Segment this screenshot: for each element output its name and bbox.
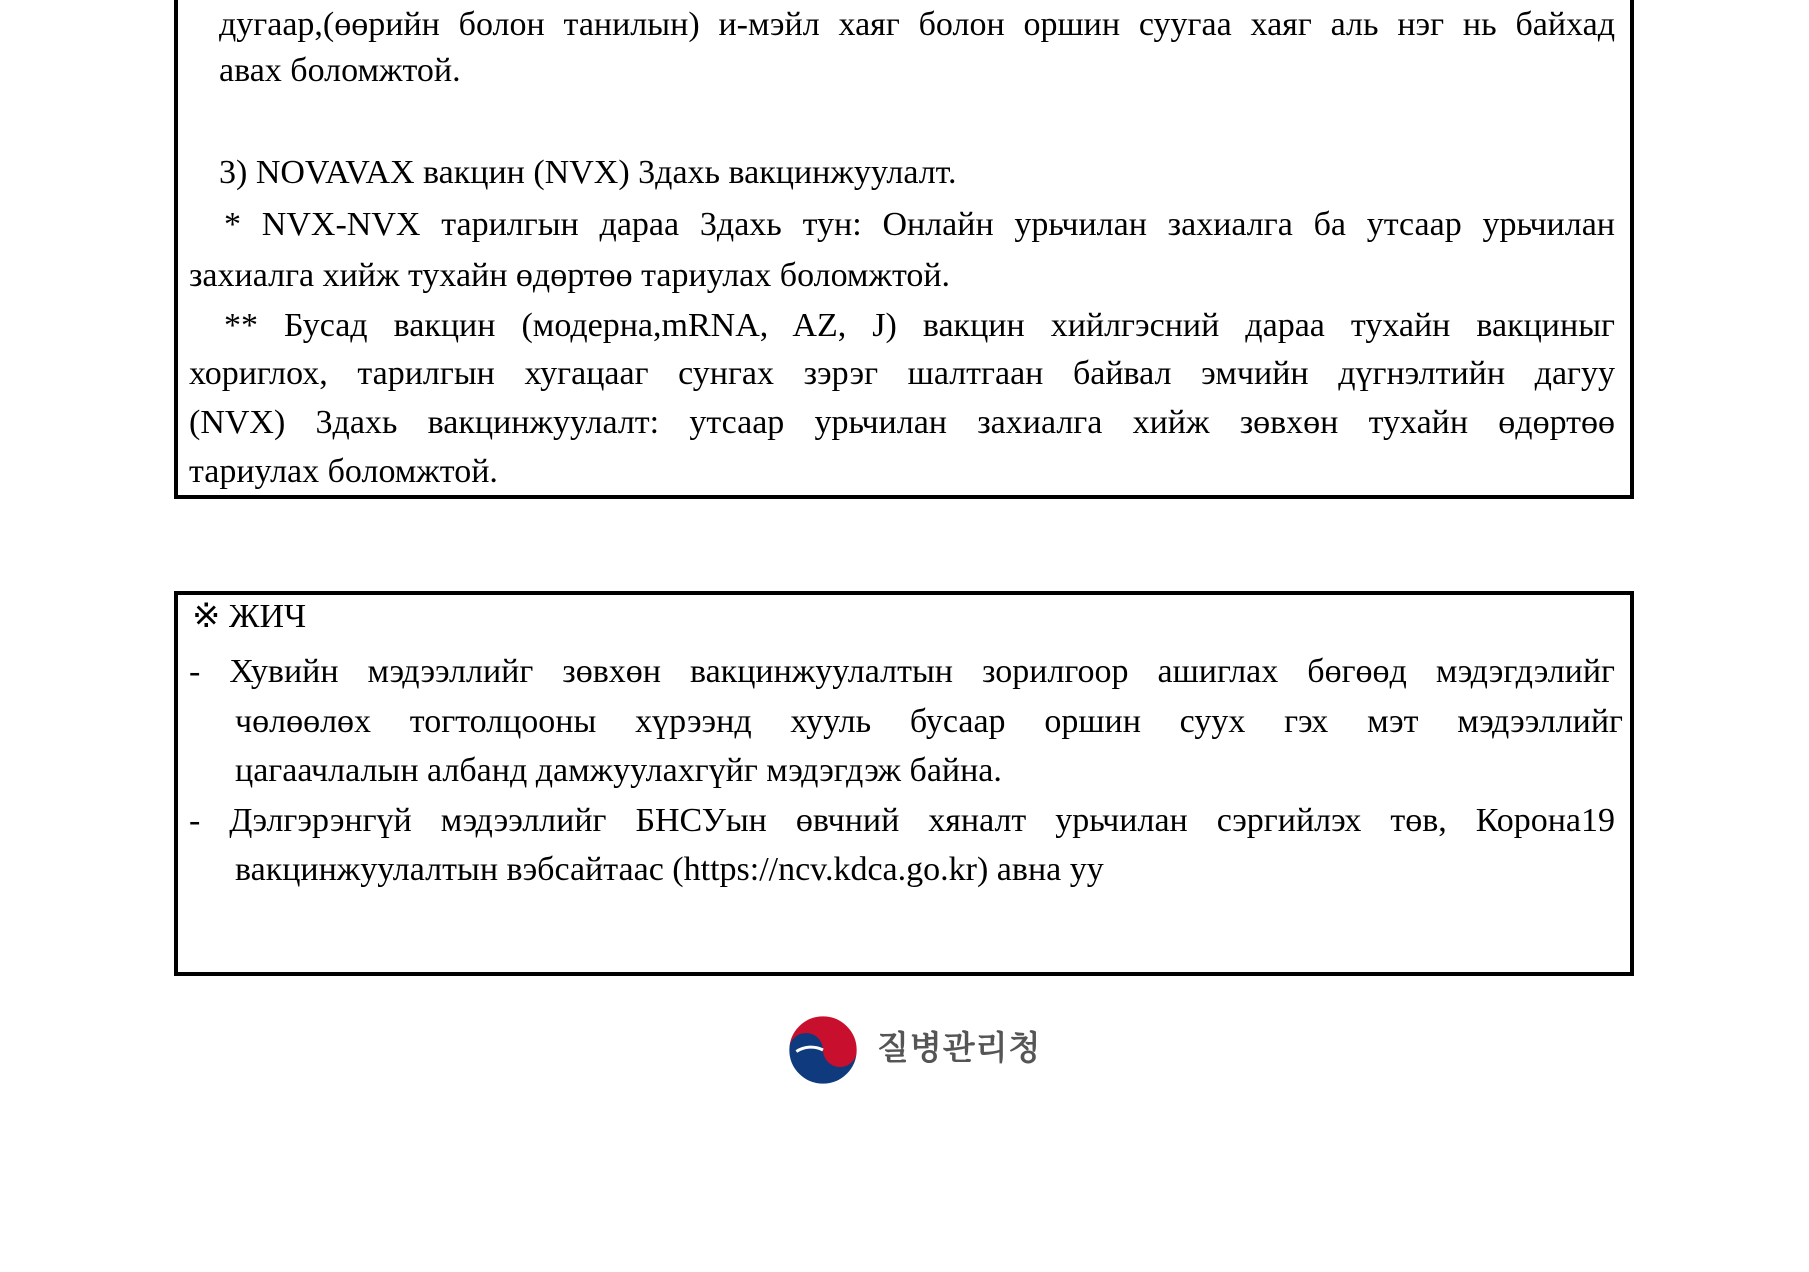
other-vaccine-note-line-1: ** Бусад вакцин (модерна,mRNA, AZ, J) вакцин хийлгэсний дараа тухайн вакциныг [224, 307, 1615, 344]
box1-line-1: дугаар,(өөрийн болон танилын) и-мэйл хаяг болон оршин суугаа хаяг аль нэг нь байхад [219, 6, 1615, 43]
korea-government-emblem-icon [786, 1013, 860, 1087]
novavax-heading: 3) NOVAVAX вакцин (NVX) 3дахь вакцинжуулалт. [219, 154, 957, 191]
nvx-note-line-2: захиалга хийж тухайн өдөртөө тариулах боломжтой. [189, 257, 951, 294]
agency-name-logo-text: 질병관리청 [877, 1028, 1042, 1067]
note-bullet-1-line-1: - Хувийн мэдээллийг зөвхөн вакцинжуулалтын зорилгоор ашиглах бөгөөд мэдэгдэлийг [189, 653, 1615, 690]
note-bullet-1-line-2: чөлөөлөх тогтолцооны хүрээнд хууль бусаар оршин суух гэх мэт мэдээллийг [235, 703, 1623, 740]
other-vaccine-note-line-3: (NVX) 3дахь вакцинжуулалт: утсаар урьчилан захиалга хийж зөвхөн тухайн өдөртөө [189, 404, 1615, 441]
note-heading: ※ ЖИЧ [192, 598, 307, 635]
nvx-note-line-1: * NVX-NVX тарилгын дараа 3дахь тун: Онлайн урьчилан захиалга ба утсаар урьчилан [224, 206, 1615, 243]
note-bullet-2-line-2: вакцинжуулалтын вэбсайтаас (https://ncv.kdca.go.kr) авна уу [235, 851, 1104, 888]
other-vaccine-note-line-2: хориглох, тарилгын хугацааг сунгах зэрэг шалтгаан байвал эмчийн дүгнэлтийн дагуу [189, 355, 1615, 392]
note-bullet-2-line-1: - Дэлгэрэнгүй мэдээллийг БНСУын өвчний хяналт урьчилан сэргийлэх төв, Корона19 [189, 802, 1615, 839]
note-bullet-1-line-3: цагаачлалын албанд дамжуулахгүйг мэдэгдэж байна. [235, 752, 1002, 789]
box1-line-2: авах боломжтой. [219, 52, 461, 89]
other-vaccine-note-line-4: тариулах боломжтой. [189, 453, 498, 490]
